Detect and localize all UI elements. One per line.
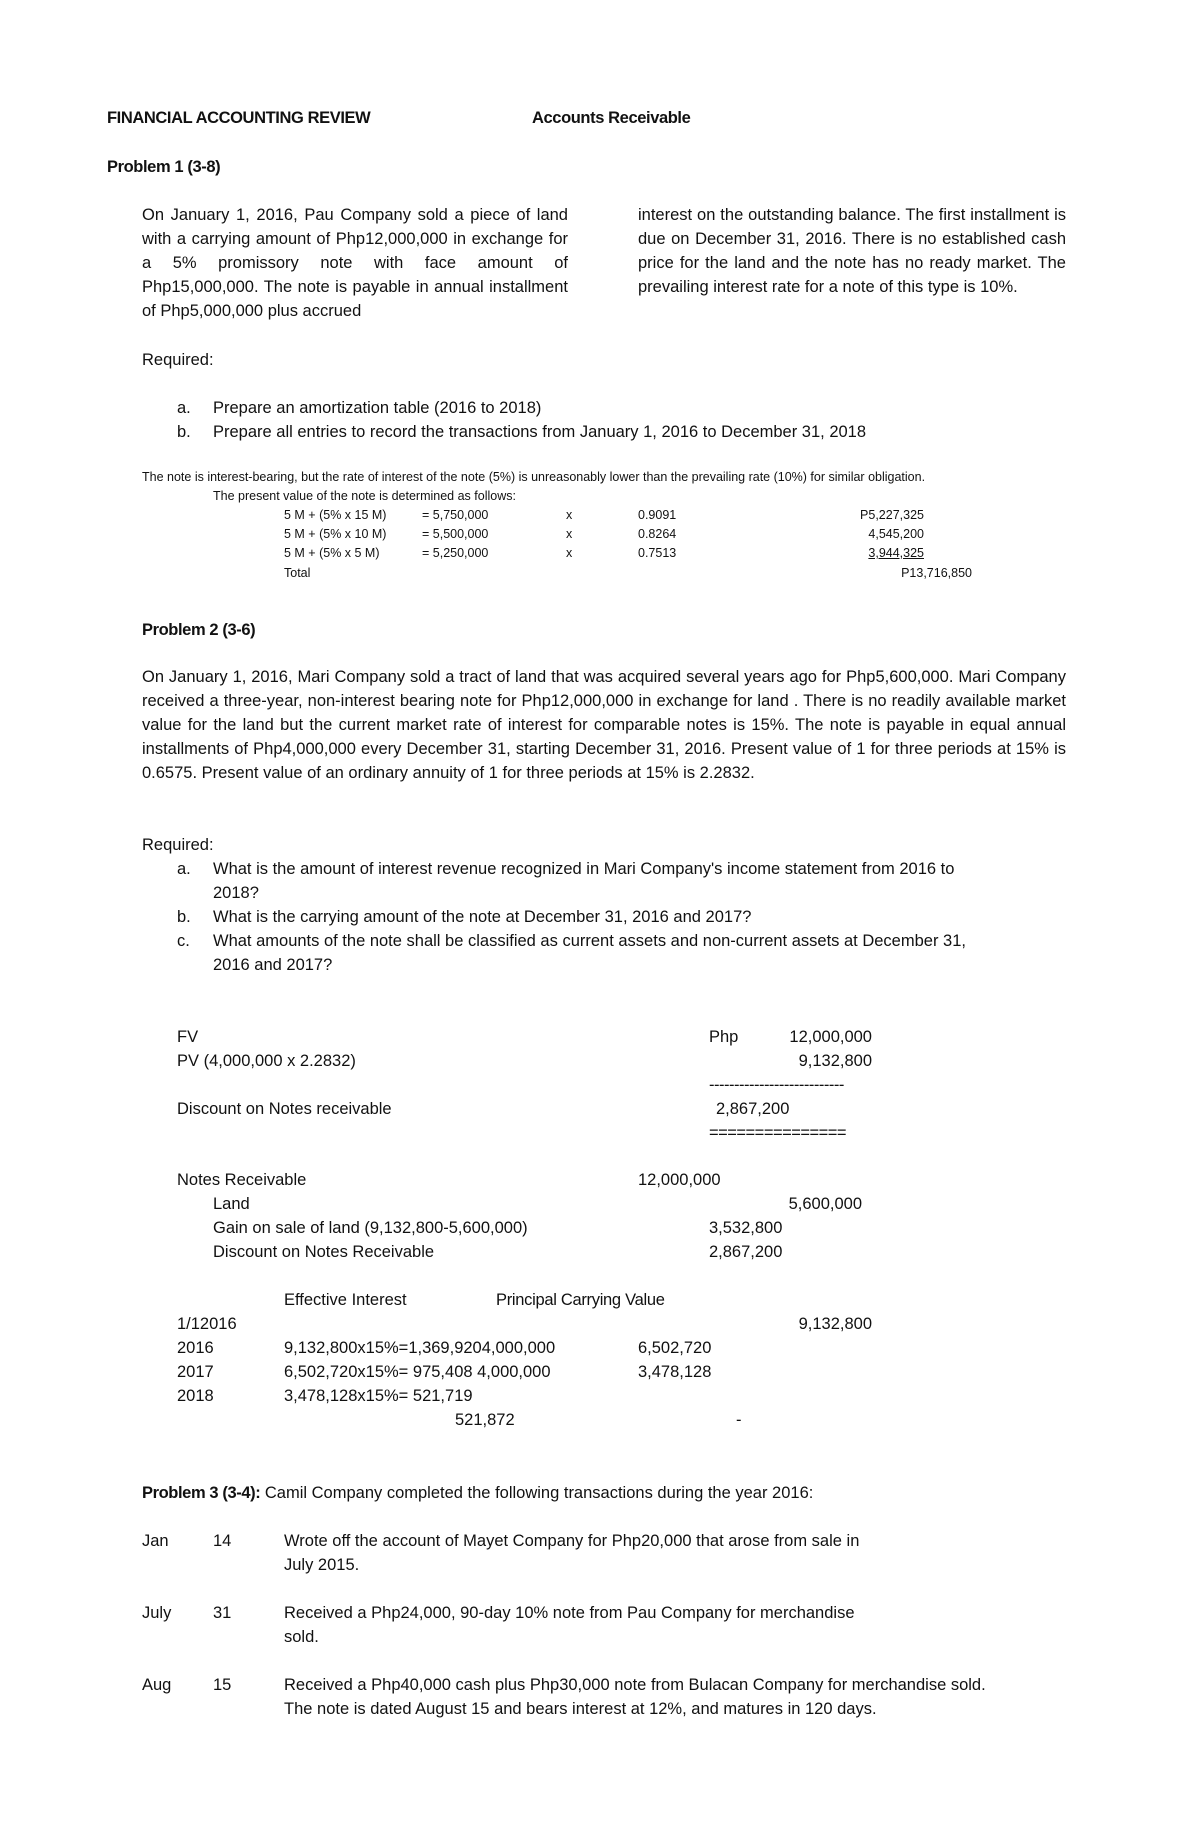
transaction-month: July	[142, 1604, 172, 1622]
transaction-text-cont: The note is dated August 15 and bears interest at 12%, and matures in 120 days.	[284, 1700, 877, 1718]
transaction-day: 14	[213, 1532, 232, 1550]
table-row-interest: 9,132,800x15%=1,369,9204,000,000	[284, 1339, 556, 1357]
transaction-month: Aug	[142, 1676, 172, 1694]
problem3-heading: Problem 3 (3-4):	[142, 1484, 261, 1502]
entry-credit-account: Land	[213, 1195, 250, 1213]
problem2-req-text-a: What is the amount of interest revenue recognized in Mari Company's income statement from 2016 to	[213, 860, 955, 878]
pv-label: PV (4,000,000 x 2.2832)	[177, 1052, 356, 1070]
pv-row-times: x	[566, 527, 573, 541]
table-last-value: 521,872	[455, 1411, 515, 1429]
transaction-day: 31	[213, 1604, 232, 1622]
pv-total-value: P13,716,850	[901, 566, 972, 580]
problem1-req-letter-b: b.	[177, 423, 191, 441]
pv-row-amount: = 5,750,000	[422, 508, 489, 522]
entry-credit-value: 5,600,000	[788, 1195, 862, 1213]
table-last-dash: -	[736, 1411, 742, 1429]
pv-row-value: 4,545,200	[868, 527, 924, 541]
transaction-text: Received a Php40,000 cash plus Php30,000 note from Bulacan Company for merchandise sold.	[284, 1676, 986, 1694]
entry-debit-value: 12,000,000	[638, 1171, 721, 1189]
table-row-year: 2016	[177, 1339, 214, 1357]
transaction-text: Received a Php24,000, 90-day 10% note from Pau Company for merchandise	[284, 1604, 855, 1622]
problem3-intro: Camil Company completed the following transactions during the year 2016:	[260, 1484, 814, 1502]
table-row-date: 1/12016	[177, 1315, 237, 1333]
table-row-year: 2017	[177, 1363, 214, 1381]
entry-credit-value: 3,532,800	[709, 1219, 783, 1237]
table-row-interest: 6,502,720x15%= 975,408 4,000,000	[284, 1363, 551, 1381]
document-title: FINANCIAL ACCOUNTING REVIEW	[107, 109, 371, 127]
problem2-req-text-b: What is the carrying amount of the note at December 31, 2016 and 2017?	[213, 908, 752, 926]
pv-row-factor: 0.7513	[638, 546, 677, 560]
transaction-day: 15	[213, 1676, 232, 1694]
table-row-cv: 9,132,800	[798, 1315, 872, 1333]
fv-value: 12,000,000	[789, 1028, 872, 1046]
pv-row-formula: 5 M + (5% x 10 M)	[284, 527, 387, 541]
problem1-req-letter-a: a.	[177, 399, 191, 417]
problem2-req-text-a-cont: 2018?	[213, 884, 259, 902]
discount-value: 2,867,200	[716, 1100, 790, 1118]
pv-total-label: Total	[284, 566, 311, 580]
php-label: Php	[709, 1028, 739, 1046]
pv-row-factor: 0.8264	[638, 527, 677, 541]
single-rule: ---------------------------	[709, 1076, 844, 1094]
problem2-required-label: Required:	[142, 836, 214, 854]
problem2-req-letter-a: a.	[177, 860, 191, 878]
problem1-paragraph-col2: interest on the outstanding balance. The first installment is due on December 31, 2016. There is no established cash price for the land and the note has no ready market. The prevailing interest rate for a note of this type is 10%.	[638, 206, 1066, 296]
problem2-req-letter-c: c.	[177, 932, 190, 950]
pv-row-amount: = 5,250,000	[422, 546, 489, 560]
column-header: Effective Interest	[284, 1291, 407, 1309]
table-row-interest: 3,478,128x15%= 521,719	[284, 1387, 473, 1405]
problem2-req-letter-b: b.	[177, 908, 191, 926]
transaction-text: Wrote off the account of Mayet Company for Php20,000 that arose from sale in	[284, 1532, 860, 1550]
column-header: Principal Carrying Value	[496, 1291, 665, 1309]
entry-credit-account: Discount on Notes Receivable	[213, 1243, 435, 1261]
entry-credit-account: Gain on sale of land (9,132,800-5,600,000)	[213, 1219, 528, 1237]
entry-debit-account: Notes Receivable	[177, 1171, 307, 1189]
problem2-heading: Problem 2 (3-6)	[142, 621, 256, 639]
problem1-pv-intro: The present value of the note is determined as follows:	[213, 489, 516, 503]
transaction-text-cont: sold.	[284, 1628, 319, 1646]
problem3-heading-line	[142, 1481, 813, 1505]
topic-title: Accounts Receivable	[532, 109, 691, 127]
problem1-paragraph-col1: On January 1, 2016, Pau Company sold a piece of land with a carrying amount of Php12,000,000 in exchange for a 5% promissory note with face amount of Php15,000,000. The note is payable in annual installment of Php5,000,000 plus accrued	[142, 206, 568, 320]
pv-value: 9,132,800	[798, 1052, 872, 1070]
table-row-year: 2018	[177, 1387, 214, 1405]
pv-row-value: 3,944,325	[868, 546, 924, 560]
fv-label: FV	[177, 1028, 199, 1046]
pv-row-factor: 0.9091	[638, 508, 677, 522]
pv-row-times: x	[566, 508, 573, 522]
problem2-paragraph: On January 1, 2016, Mari Company sold a tract of land that was acquired several years ago for Php5,600,000. Mari Company received a three-year, non-interest bearing note for Php12,000,000 in exchange for land . There is no readily available market value for the land but the current market rate of interest for comparable notes is 15%. The note is payable in equal annual installments of Php4,000,000 every December 31, starting December 31, 2016. Present value of 1 for three periods at 15% is 0.6575. Present value of an ordinary annuity of 1 for three periods at 15% is 2.2832.	[142, 668, 1066, 782]
problem1-required-label: Required:	[142, 351, 214, 369]
transaction-text-cont: July 2015.	[284, 1556, 360, 1574]
table-row-cv: 3,478,128	[638, 1363, 712, 1381]
entry-credit-value: 2,867,200	[709, 1243, 783, 1261]
problem1-req-text-a: Prepare an amortization table (2016 to 2018)	[213, 399, 542, 417]
pv-row-formula: 5 M + (5% x 5 M)	[284, 546, 380, 560]
problem2-req-text-c-cont: 2016 and 2017?	[213, 956, 333, 974]
double-rule: ===============	[709, 1124, 847, 1142]
discount-label: Discount on Notes receivable	[177, 1100, 392, 1118]
problem1-req-text-b: Prepare all entries to record the transactions from January 1, 2016 to December 31, 2018	[213, 423, 867, 441]
pv-row-times: x	[566, 546, 573, 560]
pv-row-formula: 5 M + (5% x 15 M)	[284, 508, 387, 522]
transaction-month: Jan	[142, 1532, 169, 1550]
problem1-note-line: The note is interest-bearing, but the rate of interest of the note (5%) is unreasonably lower than the prevailing rate (10%) for similar obligation.	[142, 470, 926, 484]
pv-row-value: P5,227,325	[860, 508, 924, 522]
problem1-heading: Problem 1 (3-8)	[107, 158, 221, 176]
table-row-cv: 6,502,720	[638, 1339, 712, 1357]
problem2-req-text-c: What amounts of the note shall be classified as current assets and non-current assets at December 31,	[213, 932, 966, 950]
pv-row-amount: = 5,500,000	[422, 527, 489, 541]
